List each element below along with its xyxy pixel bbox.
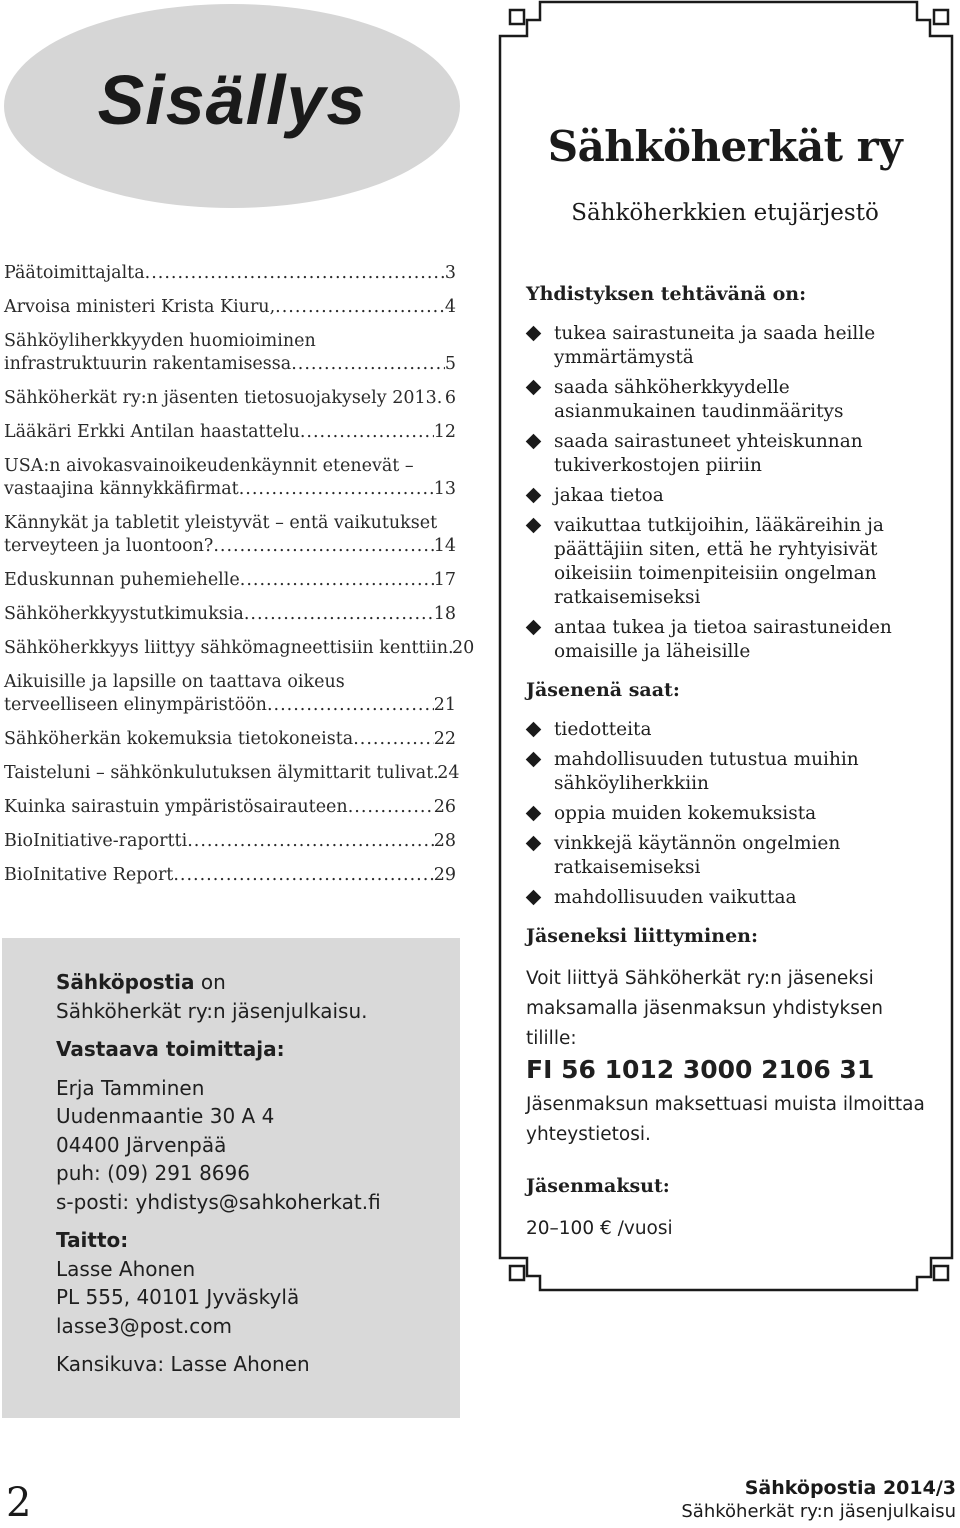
diamond-bullet-icon <box>526 488 542 504</box>
list-item-text: tukea sairastuneita ja saada heille ymmärtämystä <box>554 323 876 368</box>
diamond-bullet-icon <box>526 890 542 906</box>
layout-name: Lasse Ahonen <box>56 1256 196 1281</box>
toc-entry-title: Sähköherkän kokemuksia tietokoneista <box>4 729 354 749</box>
join-note: Jäsenmaksun maksettuasi muista ilmoittaa yhteystietosi. <box>526 1094 925 1145</box>
fee-amount: 20–100 € /vuosi <box>526 1218 673 1239</box>
toc-page-number: 5 <box>444 354 456 374</box>
list-item <box>526 886 930 910</box>
toc-page-number: 4 <box>444 297 456 317</box>
list-item <box>526 322 930 370</box>
frame-corner-tl <box>510 10 524 24</box>
toc-page-number: 14 <box>433 536 456 556</box>
toc-entry-title: Kuinka sairastuin ympäristösairauteen <box>4 797 348 817</box>
diamond-bullet-icon <box>526 434 542 450</box>
toc-entry-title: Arvoisa ministeri Krista Kiuru, <box>4 297 276 317</box>
toc-entry-title: BioInitiative-raportti <box>4 831 188 851</box>
toc-entry-title: terveyteen ja luontoon? <box>4 536 214 556</box>
tasks-list <box>526 322 930 664</box>
editor-heading: Vastaava toimittaja: <box>56 1037 285 1061</box>
list-item-text: mahdollisuuden tutustua muihin sähköyliherkkiin <box>554 749 859 794</box>
toc-entry-title: Sähköherkkyys liittyy sähkömagneettisiin kenttiin <box>4 638 449 658</box>
layout-email[interactable]: lasse3@post.com <box>56 1313 232 1338</box>
toc-page-number: 26 <box>433 797 456 817</box>
publication-description: Sähköherkät ry:n jäsenjulkaisu. <box>56 998 368 1023</box>
editor-street: Uudenmaantie 30 A 4 <box>56 1104 275 1128</box>
footer-publication: Sähköherkät ry:n jäsenjulkaisu <box>681 1501 956 1522</box>
fee-heading: Jäsenmaksut: <box>526 1175 670 1197</box>
toc-entry-title: Sähköherkkyystutkimuksia <box>4 604 244 624</box>
list-item <box>526 430 930 478</box>
tasks-heading: Yhdistyksen tehtävänä on: <box>526 283 807 305</box>
toc-entry-title-line: USA:n aivokasvainoikeudenkäynnit etenevät – <box>4 456 414 476</box>
association-name: Sähköherkät ry <box>547 122 903 171</box>
list-item <box>526 832 930 880</box>
list-item <box>526 514 930 610</box>
list-item-text: mahdollisuuden vaikuttaa <box>554 887 797 908</box>
toc-page-number: 28 <box>433 831 456 851</box>
page-number: 2 <box>6 1480 32 1526</box>
list-item <box>526 616 930 664</box>
toc-page-number: 29 <box>433 865 456 885</box>
list-item <box>526 484 930 508</box>
frame-corner-br <box>934 1266 948 1280</box>
join-text: Voit liittyä Sähköherkät ry:n jäseneksi maksamalla jäsenmaksun yhdistyksen tilille: <box>526 968 884 1049</box>
toc-page-number: 21 <box>433 695 456 715</box>
benefits-list <box>526 718 930 910</box>
list-item <box>526 718 930 742</box>
publication-name: Sähköpostia <box>56 970 195 994</box>
layout-address: PL 555, 40101 Jyväskylä <box>56 1285 300 1309</box>
toc-entry-title: infrastruktuurin rakentamisessa <box>4 354 292 374</box>
diamond-bullet-icon <box>526 836 542 852</box>
list-item-text: tiedotteita <box>554 719 652 740</box>
toc-page-number: 6 <box>444 388 456 408</box>
toc-entry-title: vastaajina kännykkäfirmat <box>4 479 239 499</box>
toc-entry-title: terveelliseen elinympäristöön <box>4 695 267 715</box>
toc-entry-title-line: Aikuisille ja lapsille on taattava oikeus <box>4 672 345 692</box>
frame-corner-tr <box>934 10 948 24</box>
toc-page-number: 12 <box>433 422 456 442</box>
toc-entry-title-line: Sähköyliherkkyyden huomioiminen <box>4 331 316 351</box>
list-item <box>526 748 930 796</box>
toc-entry-title-line: Kännykät ja tabletit yleistyvät – entä vaikutukset <box>4 513 438 533</box>
toc-page-number: 20 <box>452 638 475 658</box>
list-item-text: saada sairastuneet yhteiskunnan tukiverkostojen piiriin <box>554 431 863 476</box>
footer-issue: Sähköpostia 2014/3 <box>744 1477 956 1499</box>
diamond-bullet-icon <box>526 722 542 738</box>
toc-page-number: 3 <box>444 263 456 283</box>
list-item-text: vaikuttaa tutkijoihin, lääkäreihin ja päättäjiin siten, että he ryhtyisivät oikeisiin toimenpiteisiin ongelman ratkaisemiseksi <box>554 515 884 608</box>
join-heading: Jäseneksi liittyminen: <box>526 925 758 947</box>
list-item-text: jakaa tietoa <box>554 485 664 506</box>
bank-account-number: FI 56 1012 3000 2106 31 <box>526 1055 875 1084</box>
toc-entry-title: Taisteluni – sähkönkulutuksen älymittarit tulivat <box>4 763 434 783</box>
diamond-bullet-icon <box>526 752 542 768</box>
list-item-text: saada sähköherkkyydelle asianmukainen taudinmääritys <box>554 377 844 422</box>
list-item <box>526 376 930 424</box>
toc-entry-title: Päätoimittajalta <box>4 263 145 283</box>
list-item <box>526 802 930 826</box>
contents-title: Sisällys <box>97 61 367 139</box>
toc-page-number: 13 <box>433 479 456 499</box>
benefits-heading: Jäsenenä saat: <box>526 679 680 701</box>
diamond-bullet-icon <box>526 806 542 822</box>
diamond-bullet-icon <box>526 380 542 396</box>
toc-entry-title: BioInitative Report <box>4 865 174 885</box>
editor-name: Erja Tamminen <box>56 1075 205 1100</box>
editor-phone: puh: (09) 291 8696 <box>56 1161 250 1185</box>
association-subtitle: Sähköherkkien etujärjestö <box>571 200 879 226</box>
toc-entry-title: Eduskunnan puhemiehelle <box>4 570 240 590</box>
list-item-text: antaa tukea ja tietoa sairastuneiden omaisille ja läheisille <box>554 617 892 662</box>
association-details <box>526 282 930 1244</box>
cover-credit: Kansikuva: Lasse Ahonen <box>56 1352 310 1376</box>
editor-email[interactable]: s-posti: yhdistys@sahkoherkat.fi <box>56 1189 381 1214</box>
toc-page-number: 22 <box>433 729 456 749</box>
list-item-text: oppia muiden kokemuksista <box>554 803 817 824</box>
toc-page-number: 17 <box>433 570 456 590</box>
list-item-text: vinkkejä käytännön ongelmien ratkaisemiseksi <box>554 833 841 878</box>
toc-entry-title: Sähköherkät ry:n jäsenten tietosuojakysely 2013 <box>4 388 437 408</box>
editor-city: 04400 Järvenpää <box>56 1132 227 1157</box>
diamond-bullet-icon <box>526 518 542 534</box>
diamond-bullet-icon <box>526 620 542 636</box>
frame-corner-bl <box>510 1266 524 1280</box>
toc-page-number: 24 <box>437 763 460 783</box>
publication-name-rest: on <box>194 970 226 994</box>
footer-issue-info <box>681 1476 956 1524</box>
layout-heading: Taitto: <box>56 1228 129 1252</box>
toc-page-number: 18 <box>433 604 456 624</box>
toc-entry-title: Lääkäri Erkki Antilan haastattelu <box>4 422 300 442</box>
diamond-bullet-icon <box>526 326 542 342</box>
